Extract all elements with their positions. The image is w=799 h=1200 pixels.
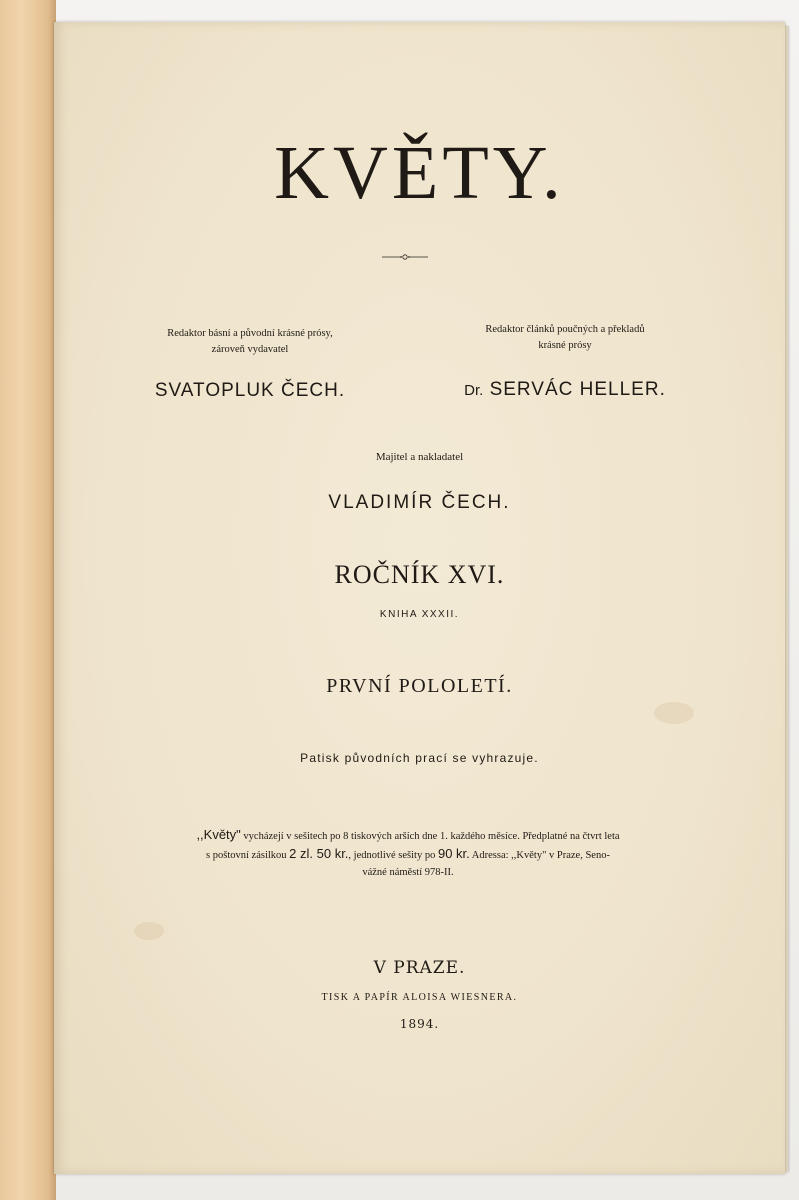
notice-brand: ,,Květy" [196, 827, 241, 842]
place-of-publication: V PRAZE. [373, 958, 466, 978]
right-editor-note-line1: Redaktor článků poučných a překladů [485, 324, 645, 335]
left-editor-name: SVATOPLUK ČECH. [154, 380, 346, 401]
doctor-prefix: Dr. [464, 382, 484, 399]
foxing-stain [134, 922, 164, 940]
notice-line-3: vážné náměstí 978-II. [362, 867, 454, 878]
notice-line-1-text: vycházejí v sešitech po 8 tiskových arších dne 1. každého měsíce. Předplatné na čtvrt leta [240, 831, 620, 842]
book-number: KNIHA XXXII. [379, 609, 460, 620]
printer-line: TISK A PAPÍR ALOISA WIESNERA. [321, 992, 518, 1003]
volume-number: ROČNÍK XVI. [334, 560, 505, 589]
notice-price-quarter: 2 zl. 50 kr. [289, 846, 349, 861]
notice-line-2-c: Adressa: ,,Květy" v Praze, Seno- [469, 850, 610, 861]
half-year-label: PRVNÍ POLOLETÍ. [326, 675, 513, 697]
owner-label: Majitel a nakladatel [375, 451, 464, 463]
notice-line-2-a: s poštovní zásilkou [206, 850, 290, 861]
left-editor-note-line1: Redaktor básní a původní krásné prósy, [167, 328, 333, 339]
foxing-stain [654, 702, 694, 724]
right-editor-note [455, 322, 675, 354]
notice-line-2-b: , jednotlivé sešity po [348, 850, 438, 861]
reprint-notice: Patisk původních prací se vyhrazuje. [300, 751, 539, 765]
subscription-notice [138, 826, 678, 881]
right-editor-name [430, 380, 700, 399]
right-editor-note-line2: krásné prósy [538, 340, 592, 351]
book-spine [0, 0, 56, 1200]
publication-year: 1894. [399, 1017, 440, 1031]
notice-line-1 [138, 826, 678, 845]
journal-title: KVĚTY. [274, 131, 565, 215]
notice-price-issue: 90 kr. [437, 846, 470, 861]
notice-line-2 [138, 845, 678, 864]
title-ornament [380, 252, 430, 262]
owner-name: VLADIMÍR ČECH. [328, 492, 511, 513]
left-editor-note-line2: zároveň vydavatel [211, 344, 289, 355]
left-editor-note [130, 326, 370, 358]
right-editor-name-text: SERVÁC HELLER. [489, 379, 666, 400]
